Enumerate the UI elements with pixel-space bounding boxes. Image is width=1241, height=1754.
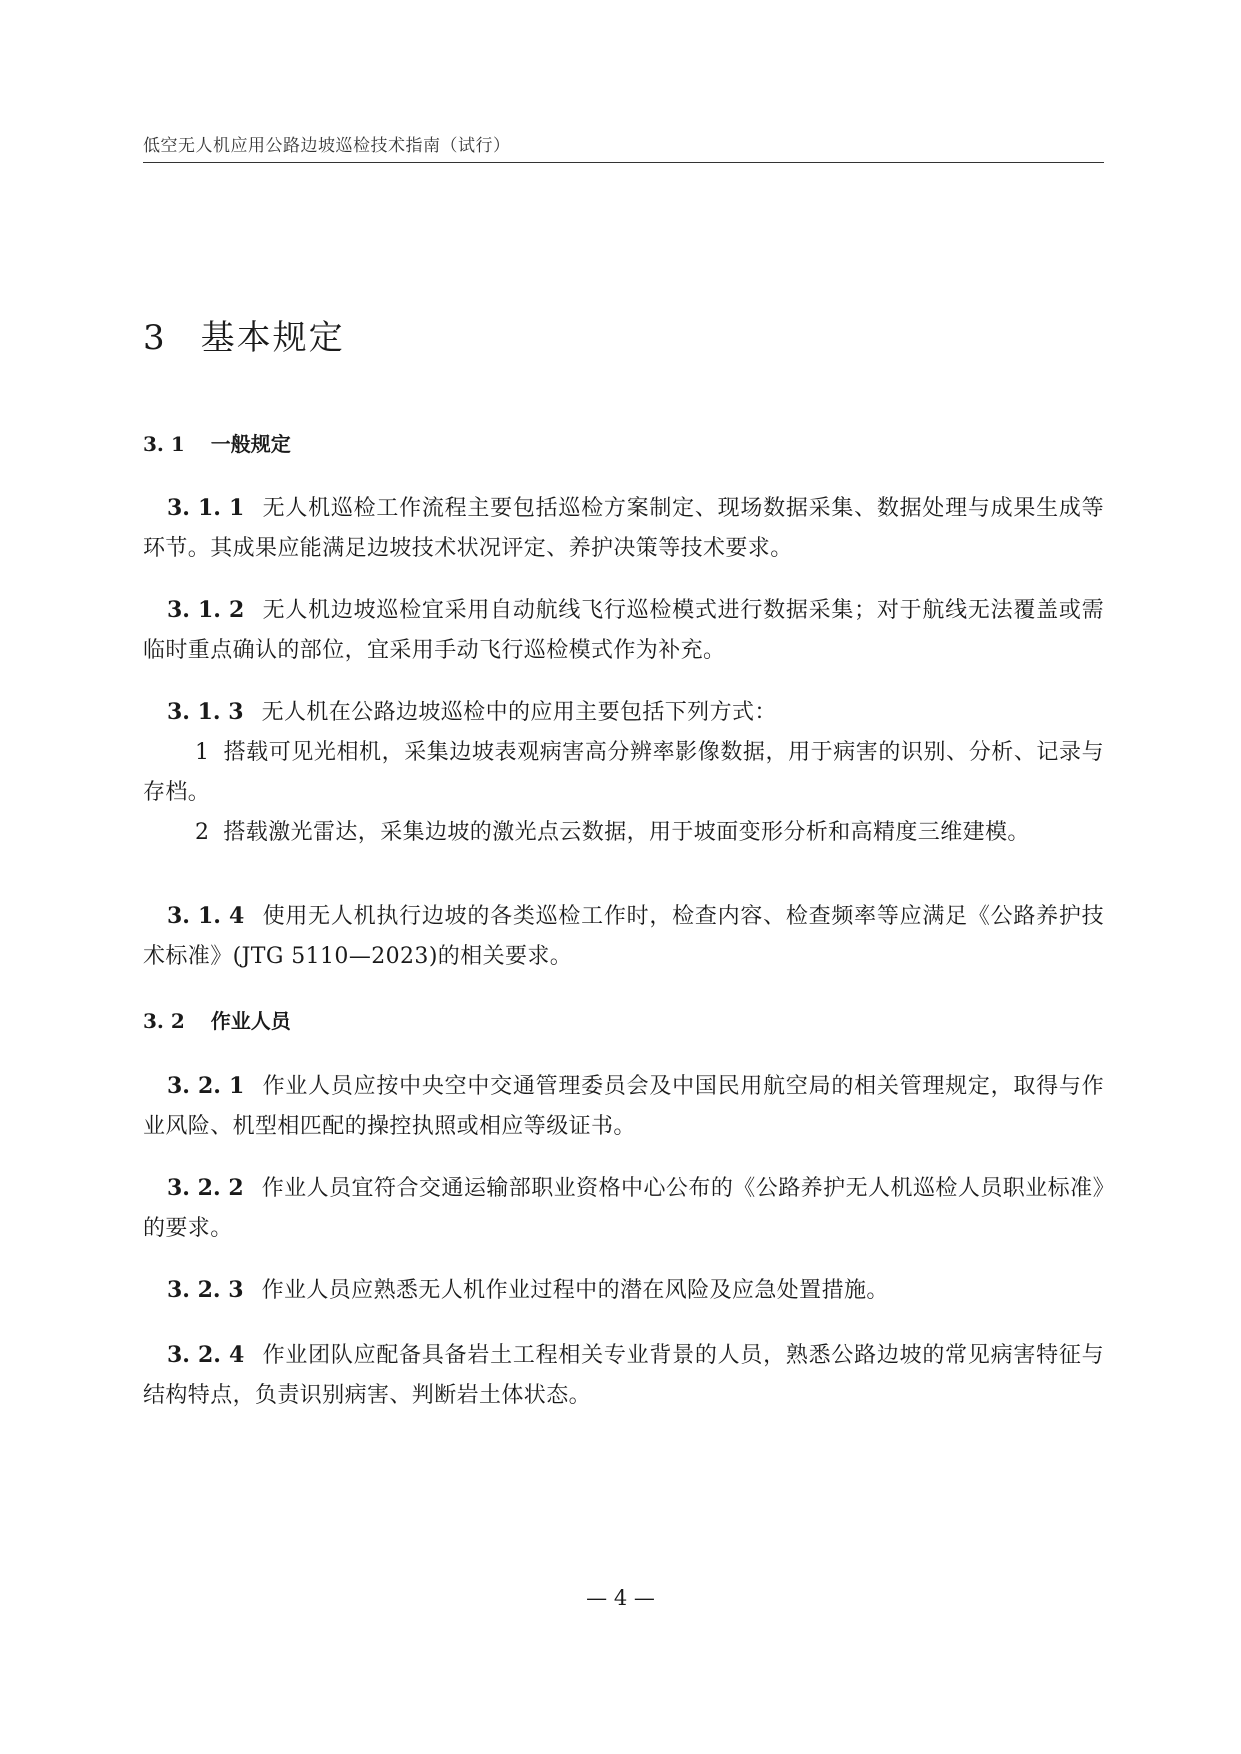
chapter-title-text: 基本规定	[200, 318, 345, 358]
clause-paragraph	[143, 488, 1104, 569]
clause-number: 3. 2. 3	[167, 1277, 244, 1303]
clause	[143, 488, 1104, 569]
section-heading	[143, 428, 291, 457]
clause-text: 无人机边坡巡检宜采用自动航线飞行巡检模式进行数据采集；对于航线无法覆盖或需临时重点确认的部位，宜采用手动飞行巡检模式作为补充。	[143, 598, 1104, 663]
clause-text: 作业人员应熟悉无人机作业过程中的潜在风险及应急处置措施。	[261, 1278, 889, 1303]
header-divider	[143, 162, 1104, 163]
clause-text: 无人机在公路边坡巡检中的应用主要包括下列方式：	[261, 700, 777, 725]
clause-text: 使用无人机执行边坡的各类巡检工作时，检查内容、检查频率等应满足《公路养护技术标准》(JTG 5110—2023)的相关要求。	[143, 904, 1104, 969]
clause	[143, 1270, 1104, 1311]
clause-number: 3. 2. 2	[167, 1175, 244, 1201]
clause-paragraph	[143, 692, 1104, 733]
page-number: — 4 —	[586, 1586, 655, 1610]
running-header: 低空无人机应用公路边坡巡检技术指南（试行）	[143, 136, 511, 156]
clause-text: 作业人员宜符合交通运输部职业资格中心公布的《公路养护无人机巡检人员职业标准》的要求。	[143, 1176, 1104, 1241]
clause-number: 3. 1. 4	[167, 903, 245, 929]
clause-paragraph	[143, 1335, 1104, 1416]
list-item	[143, 813, 1104, 853]
clause-paragraph	[143, 590, 1104, 671]
clause-paragraph	[143, 1168, 1104, 1249]
list-item	[143, 733, 1104, 813]
clause-paragraph	[143, 896, 1104, 977]
list-item-text: 搭载激光雷达，采集边坡的激光点云数据，用于坡面变形分析和高精度三维建模。	[223, 820, 1030, 845]
chapter-title	[143, 310, 345, 359]
section-number: 3. 2	[143, 1009, 185, 1033]
list-item-text: 搭载可见光相机，采集边坡表观病害高分辨率影像数据，用于病害的识别、分析、记录与存档。	[143, 740, 1104, 805]
chapter-number: 3	[143, 318, 167, 358]
section-title: 一般规定	[210, 432, 291, 456]
clause	[143, 590, 1104, 671]
clause-paragraph	[143, 1066, 1104, 1147]
clause	[143, 1168, 1104, 1249]
clause	[143, 692, 1104, 853]
clause-text: 作业人员应按中央空中交通管理委员会及中国民用航空局的相关管理规定，取得与作业风险、机型相匹配的操控执照或相应等级证书。	[143, 1074, 1104, 1139]
clause-number: 3. 1. 2	[167, 597, 245, 623]
clause-number: 3. 1. 3	[167, 699, 244, 725]
section-heading	[143, 1005, 291, 1034]
section-title: 作业人员	[210, 1009, 291, 1033]
clause	[143, 896, 1104, 977]
clause-number: 3. 2. 4	[167, 1342, 245, 1368]
clause	[143, 1066, 1104, 1147]
clause-number: 3. 2. 1	[167, 1073, 245, 1099]
section-number: 3. 1	[143, 432, 185, 456]
clause-text: 无人机巡检工作流程主要包括巡检方案制定、现场数据采集、数据处理与成果生成等环节。其成果应能满足边坡技术状况评定、养护决策等技术要求。	[143, 496, 1104, 561]
list-item-number: 2	[195, 820, 210, 845]
clause-paragraph	[143, 1270, 1104, 1311]
clause-number: 3. 1. 1	[167, 495, 245, 521]
clause	[143, 1335, 1104, 1416]
list-item-number: 1	[195, 740, 210, 765]
clause-text: 作业团队应配备具备岩土工程相关专业背景的人员，熟悉公路边坡的常见病害特征与结构特点，负责识别病害、判断岩土体状态。	[143, 1343, 1104, 1408]
